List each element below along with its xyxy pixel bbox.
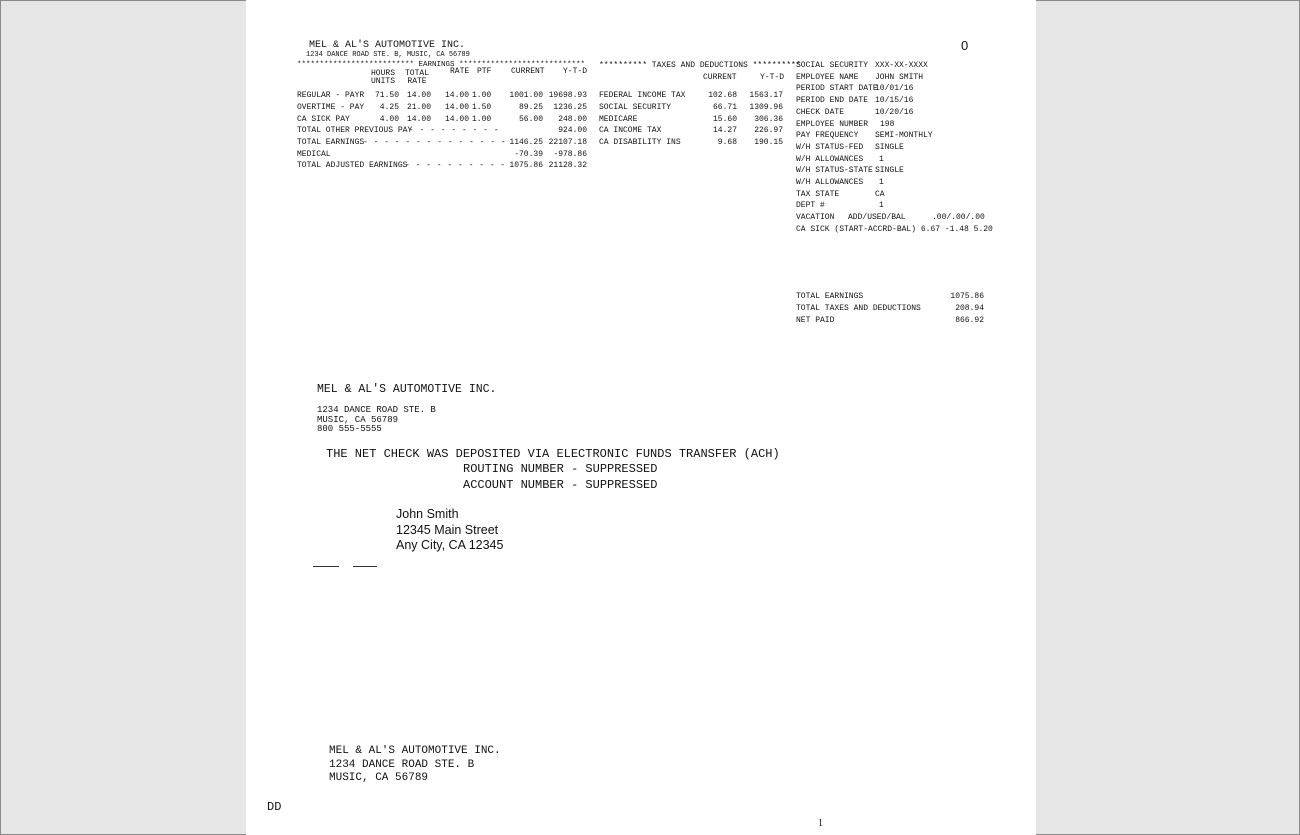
taxes-col-ytd: Y-T-D (760, 73, 785, 82)
account-number-line: ACCOUNT NUMBER - SUPPRESSED (463, 478, 658, 492)
recipient-city: Any City, CA 12345 (396, 538, 504, 552)
vacation-line: VACATION ADD/USED/BAL .00/.00/.00 (796, 213, 985, 222)
footer-initials: DD (267, 800, 282, 814)
company-name: MEL & AL'S AUTOMOTIVE INC. (309, 40, 466, 51)
employee-info: SOCIAL SECURITY XXX-XX-XXXX EMPLOYEE NAME JOHN SMITH PERIOD START DATE 10/01/16 PERIOD END DATE 10/15/16 CHECK DATE 10/20/16 EMPLOYEE NUMBER 198 PAY FREQUENCY SEMI-MONTHLY W/H STATUS-FED SINGLE W/H ALLOWANCES 1 W/H STATUS-STATE SINGLE W/H ALLOWANCES 1 TAX STATE CA DEPT # 1 (796, 61, 933, 211)
mark-line (353, 566, 377, 567)
earnings-row: OVERTIME - PAY 4.25 21.00 14.00 1.50 89.25 1236.25 (297, 103, 587, 112)
earnings-col-hours: HOURS UNITS (370, 69, 395, 86)
earnings-col-current: CURRENT (511, 67, 545, 76)
document-page (246, 0, 1036, 835)
earnings-header: ************************** EARNINGS **************************** (297, 61, 586, 69)
footer-page-number: 1 (818, 818, 823, 829)
recipient-name: John Smith (396, 507, 459, 521)
tax-row: CA DISABILITY INS 9.68 190.15 (599, 138, 783, 147)
earnings-col-ytd: Y-T-D (563, 67, 588, 76)
stub-company-name: MEL & AL'S AUTOMOTIVE INC. (317, 383, 497, 396)
return-address: MEL & AL'S AUTOMOTIVE INC. 1234 DANCE ROAD STE. B MUSIC, CA 56789 (329, 745, 501, 784)
tax-row: FEDERAL INCOME TAX 102.68 1563.17 (599, 91, 783, 100)
taxes-header: ********** TAXES AND DEDUCTIONS ********** (599, 61, 801, 70)
stub-address: 1234 DANCE ROAD STE. B MUSIC, CA 56789 800 555-5555 (317, 405, 436, 434)
tax-row: SOCIAL SECURITY 66.71 1309.96 (599, 103, 783, 112)
taxes-col-current: CURRENT (703, 73, 737, 82)
earnings-total-adjusted: TOTAL ADJUSTED EARNINGS - - - - - - - - - - 1075.86 21128.32 (297, 161, 587, 170)
tax-row: MEDICARE 15.60 306.36 (599, 115, 783, 124)
sick-line: CA SICK (START-ACCRD-BAL) 6.67 -1.48 5.20 (796, 225, 993, 234)
earnings-col-rate: RATE (450, 67, 470, 76)
recipient-address (396, 507, 503, 554)
earnings-row: REGULAR - PAYR 71.50 14.00 14.00 1.00 1001.00 19698.93 (297, 91, 587, 100)
page-number-top: 0 (961, 38, 969, 53)
summary-total-earnings: TOTAL EARNINGS 1075.86 (796, 292, 984, 301)
earnings-row: CA SICK PAY 4.00 14.00 14.00 1.00 56.00 248.00 (297, 115, 587, 124)
earnings-medical: MEDICAL -70.39 -978.86 (297, 150, 587, 159)
ach-notice: THE NET CHECK WAS DEPOSITED VIA ELECTRONIC FUNDS TRANSFER (ACH) (326, 447, 780, 461)
summary-total-taxes: TOTAL TAXES AND DEDUCTIONS 208.94 (796, 304, 984, 313)
routing-number-line: ROUTING NUMBER - SUPPRESSED (463, 462, 658, 476)
earnings-col-ptf: PTF (477, 67, 492, 76)
summary-net-paid: NET PAID 866.92 (796, 316, 984, 325)
earnings-col-total-rate: TOTAL RATE (404, 69, 429, 86)
mark-line (313, 566, 339, 567)
company-address: 1234 DANCE ROAD STE. B, MUSIC, CA 56789 (306, 51, 470, 59)
earnings-total-other-previous: TOTAL OTHER PREVIOUS PAY - - - - - - - - - 924.00 (297, 126, 587, 135)
tax-row: CA INCOME TAX 14.27 226.97 (599, 126, 783, 135)
recipient-street: 12345 Main Street (396, 522, 499, 537)
earnings-total: TOTAL EARNINGS - - - - - - - - - - - - - - 1146.25 22107.18 (297, 138, 587, 147)
